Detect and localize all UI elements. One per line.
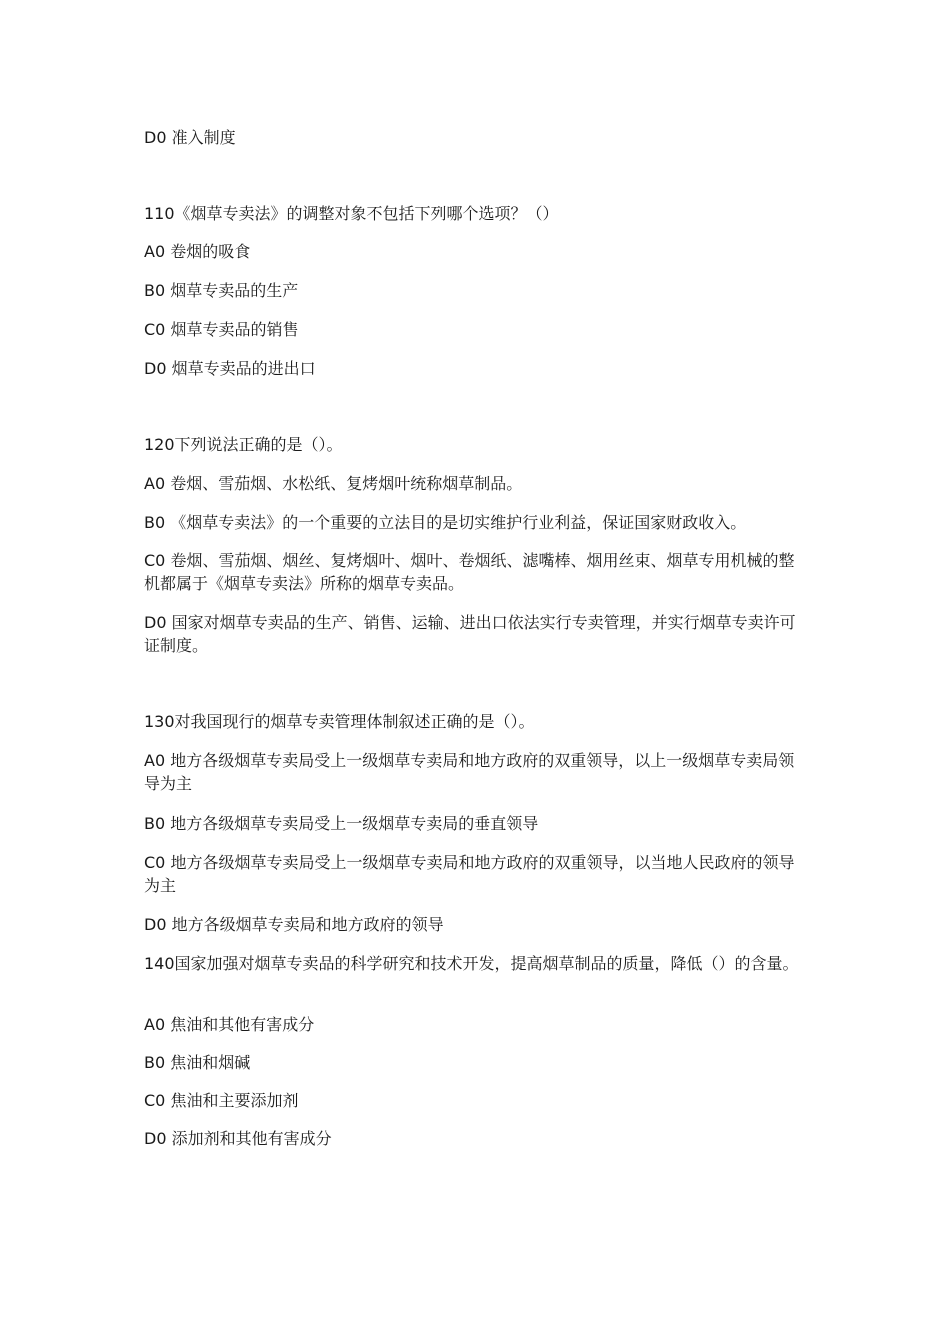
q12-option-d: D0 国家对烟草专卖品的生产、销售、运输、进出口依法实行专卖管理，并实行烟草专卖许可证制度。 bbox=[144, 613, 796, 655]
q12-option-a: A0 卷烟、雪茄烟、水松纸、复烤烟叶统称烟草制品。 bbox=[144, 474, 523, 493]
q10-option-d: D0 准入制度 bbox=[144, 128, 236, 147]
q14-option-b: B0 焦油和烟碱 bbox=[144, 1053, 251, 1072]
question-14: 140国家加强对烟草专卖品的科学研究和技术开发，提高烟草制品的质量，降低（）的含量。 bbox=[144, 954, 799, 973]
q13-option-d: D0 地方各级烟草专卖局和地方政府的领导 bbox=[144, 915, 444, 934]
q14-option-a: A0 焦油和其他有害成分 bbox=[144, 1015, 315, 1034]
q12-option-b: B0 《烟草专卖法》的一个重要的立法目的是切实维护行业利益，保证国家财政收入。 bbox=[144, 513, 747, 532]
q14-option-d: D0 添加剂和其他有害成分 bbox=[144, 1129, 332, 1148]
q11-option-b: B0 烟草专卖品的生产 bbox=[144, 281, 299, 300]
q11-option-d: D0 烟草专卖品的进出口 bbox=[144, 359, 316, 378]
q13-option-a: A0 地方各级烟草专卖局受上一级烟草专卖局和地方政府的双重领导，以上一级烟草专卖局领导为主 bbox=[144, 751, 795, 793]
q11-option-c: C0 烟草专卖品的销售 bbox=[144, 320, 299, 339]
q11-option-a: A0 卷烟的吸食 bbox=[144, 242, 251, 261]
question-13: 130对我国现行的烟草专卖管理体制叙述正确的是（）。 bbox=[144, 712, 535, 731]
q13-option-b: B0 地方各级烟草专卖局受上一级烟草专卖局的垂直领导 bbox=[144, 814, 539, 833]
question-11: 110《烟草专卖法》的调整对象不包括下列哪个选项？（） bbox=[144, 204, 559, 223]
q13-option-c: C0 地方各级烟草专卖局受上一级烟草专卖局和地方政府的双重领导，以当地人民政府的领导为主 bbox=[144, 853, 795, 895]
question-12: 120下列说法正确的是（）。 bbox=[144, 435, 343, 454]
q14-option-c: C0 焦油和主要添加剂 bbox=[144, 1091, 299, 1110]
q12-option-c: C0 卷烟、雪茄烟、烟丝、复烤烟叶、烟叶、卷烟纸、滤嘴棒、烟用丝束、烟草专用机械的整机都属于《烟草专卖法》所称的烟草专卖品。 bbox=[144, 551, 795, 593]
